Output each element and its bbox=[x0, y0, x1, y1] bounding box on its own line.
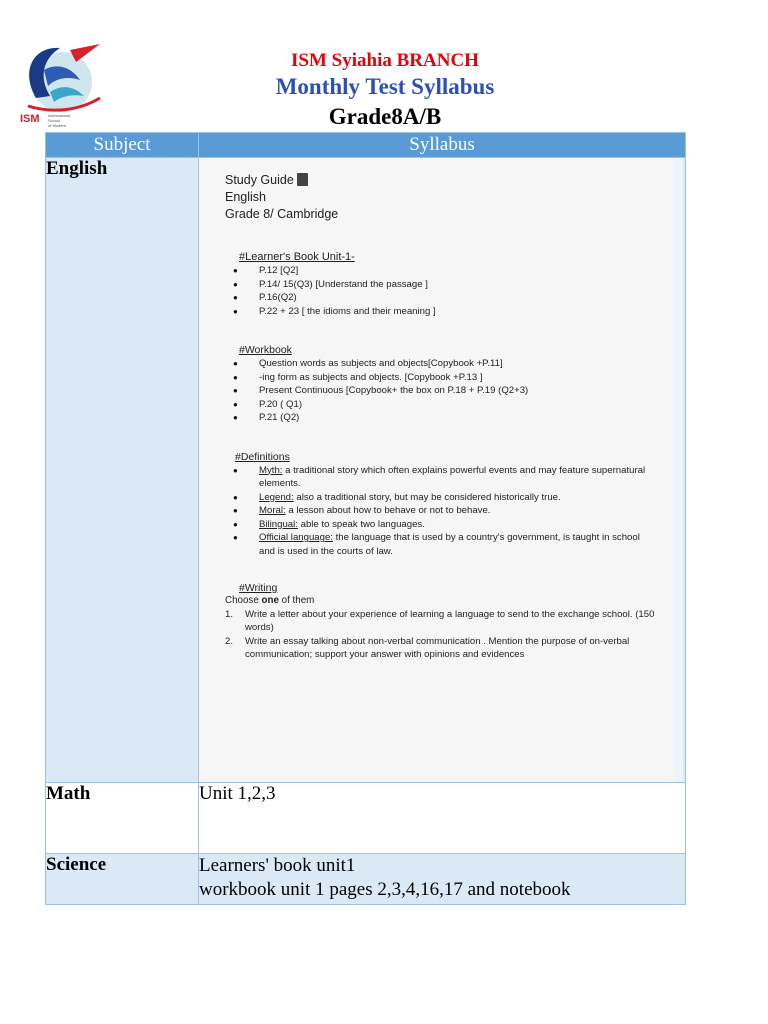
learners-book-list bbox=[225, 264, 655, 318]
list-item: ● Present Continuous [Copybook+ the box on P.18 + P.19 (Q2+3) bbox=[225, 384, 655, 398]
study-guide-heading: Study Guide English Grade 8/ Cambridge bbox=[225, 173, 339, 221]
syllabus-cell-math: Unit 1,2,3 bbox=[199, 783, 686, 854]
writing-heading: #Writing bbox=[239, 582, 278, 594]
list-item: ● P.20 ( Q1) bbox=[225, 398, 655, 412]
science-line-2: workbook unit 1 pages 2,3,4,16,17 and notebook bbox=[199, 879, 571, 900]
svg-text:International: International bbox=[48, 113, 71, 118]
english-study-guide-image bbox=[199, 158, 683, 782]
table-row-math bbox=[46, 783, 686, 854]
school-logo bbox=[14, 40, 114, 130]
book-icon bbox=[297, 173, 308, 186]
writing-item: 1. Write a letter about your experience of learning a language to send to the exchange school. (150 words) bbox=[225, 608, 655, 633]
definition-item: ● Moral: a lesson about how to behave or not to behave. bbox=[225, 504, 655, 518]
definition-item: ● Bilingual: able to speak two languages. bbox=[225, 518, 655, 532]
definition-item: ● Legend: also a traditional story, but may be considered historically true. bbox=[225, 491, 655, 505]
table-row-english bbox=[46, 158, 686, 783]
list-item: ● P.21 (Q2) bbox=[225, 411, 655, 425]
svg-text:ISM: ISM bbox=[20, 113, 40, 125]
list-item: ● P.16(Q2) bbox=[225, 291, 655, 305]
svg-text:School: School bbox=[48, 118, 61, 123]
writing-intro: Choose one of them bbox=[225, 595, 315, 606]
svg-text:of Modern: of Modern bbox=[48, 123, 67, 128]
table-header-row bbox=[46, 133, 686, 158]
definitions-list bbox=[225, 464, 655, 559]
page-title: Monthly Test Syllabus bbox=[275, 74, 495, 99]
syllabus-table bbox=[45, 132, 686, 905]
subject-cell-english: English bbox=[46, 158, 199, 783]
workbook-list bbox=[225, 357, 655, 425]
syllabus-column-header: Syllabus bbox=[199, 133, 686, 158]
list-item: ● P.22 + 23 [ the idioms and their meaning ] bbox=[225, 305, 655, 319]
subject-cell-math: Math bbox=[46, 783, 199, 854]
subject-cell-science: Science bbox=[46, 854, 199, 905]
definitions-heading: #Definitions bbox=[235, 450, 290, 463]
list-item: ● -ing form as subjects and objects. [Copybook +P.13 ] bbox=[225, 371, 655, 385]
list-item: ● P.14/ 15(Q3) [Understand the passage ] bbox=[225, 278, 655, 292]
grade-title: Grade8A/B bbox=[328, 104, 442, 129]
list-item: ● P.12 [Q2] bbox=[225, 264, 655, 278]
writing-list bbox=[225, 608, 655, 662]
syllabus-cell-english bbox=[199, 158, 686, 783]
syllabus-cell-science bbox=[199, 854, 686, 905]
subject-column-header: Subject bbox=[46, 133, 199, 158]
science-line-1: Learners' book unit1 bbox=[199, 855, 356, 876]
table-row-science bbox=[46, 854, 686, 905]
writing-item: 2. Write an essay talking about non-verbal communication . Mention the purpose of on-verbal communication; support your answer with opinions and evidences bbox=[225, 635, 630, 660]
definition-item: ● Myth: a traditional story which often explains powerful events and may feature supernatural elements. bbox=[225, 464, 655, 491]
branch-title: ISM Syiahia BRANCH bbox=[291, 50, 479, 71]
list-item: ● Question words as subjects and objects[Copybook +P.11] bbox=[225, 357, 655, 371]
learners-book-heading: #Learner's Book Unit-1- bbox=[239, 251, 355, 263]
workbook-heading: #Workbook bbox=[239, 344, 292, 356]
definition-item: ● Official language: the language that is used by a country's government, is taught in school and is used in the courts of law. bbox=[225, 531, 655, 558]
